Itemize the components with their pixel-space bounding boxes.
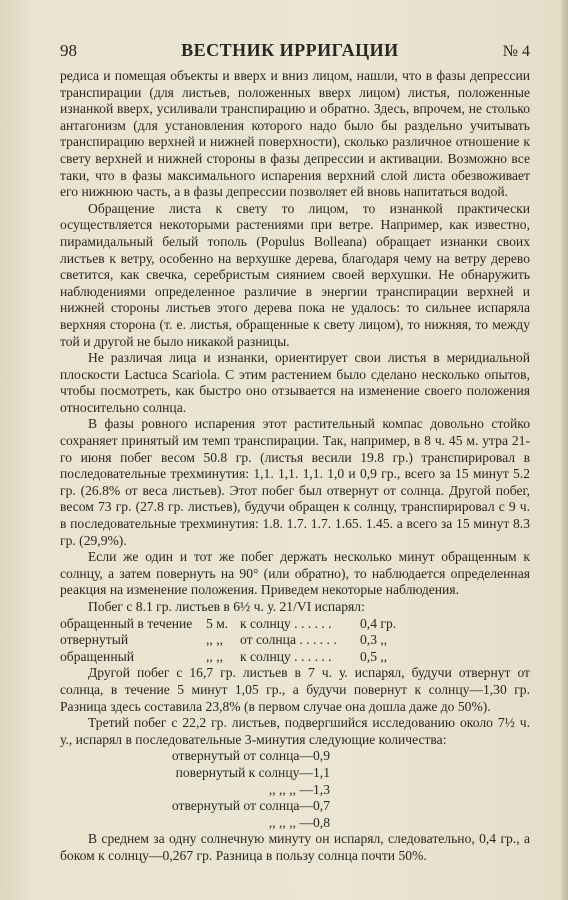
table-row [60, 649, 530, 666]
page-edge [561, 0, 568, 900]
paragraph: редиса и помещая объекты и вверх и вниз лицом, нашли, что в фазы депрессии транспирации (для листьев, положенных вверх лицом) листья, положенные изнанкой вверх, усиливали транспирацию и обратно. Здесь, впрочем, не столько антагонизм (для установления которого надо было бы раздельно учитывать транспирацию верхней и нижней поверхности), сколько различное отношение к свету верхней и нижней стороны в фазы депрессии и активации. Возможно все таки, что в фазы максимального испарения верхний слой листа обезвоживает его нижнюю часть, а в фазы депрессии позволяет ей вновь напитаться водой. [60, 68, 530, 200]
table-cell: обращенный в течение [60, 615, 193, 631]
table-cell: 0,3 ,, [360, 632, 388, 648]
list-item: ,, ,, ,, —0,8 [268, 814, 330, 830]
page-number: 98 [60, 41, 77, 60]
table-cell: 0,5 ,, [360, 648, 388, 664]
list-item: отвернутый от солнца—0,7 [171, 798, 330, 814]
paragraph: Побег с 8.1 гр. листьев в 6½ ч. у. 21/VI испарял: [88, 599, 365, 614]
table-cell: к солнцу . . . . . . [240, 648, 332, 664]
table-cell: 0,4 гр. [360, 615, 397, 631]
journal-title: ВЕСТНИК ИРРИГАЦИИ [181, 40, 399, 60]
paragraph: В фазы ровного испарения этот растительный компас довольно стойко сохраняет принятый им темп транспирации. Так, например, в 8 ч. 45 м. утра 21-го июня побег весом 50.8 гр. (листья весили 19.8 гр.) транспирировал в последовательные трехминутия: 1,1. 1,1. 1,1. 1,0 и 0,9 гр., всего за 15 минут 5.2 гр. (26.8% от веса листьев). Этот побег был отвернут от солнца. Другой побег, весом 73 гр. (27.8 гр. листьев), будучи обращен к солнцу, транспирировал с 9 ч. в последовательные трехминутия: 1.8. 1.7. 1.7. 1.65. 1.45. а всего за 15 минут 8.3 гр. (29,9%). [60, 416, 530, 548]
table-cell: отвернутый [60, 632, 129, 648]
paragraph: Если же один и тот же побег держать несколько минут обращенным к солнцу, а затем повернуть на 90° (или обратно), то наблюдается определенная реакция на изменение положения. Приведем некоторые наблюдения. [60, 549, 530, 598]
paragraph: Не различая лица и изнанки, ориентирует свои листья в меридиальной плоскости Lactuca Scariola. С этим растением было сделано несколько опытов, чтобы посмотреть, как быстро оно отзывается на изменение своего положения относительно солнца. [60, 350, 530, 415]
table-cell: к солнцу . . . . . . [240, 615, 332, 631]
paragraph: В среднем за одну солнечную минуту он испарял, следовательно, 0,4 гр., а боком к солнцу—0,267 гр. Разница в пользу солнца почти 50%. [60, 831, 530, 863]
table-cell: ,, ,, [206, 632, 223, 648]
page-header [60, 40, 530, 66]
table-cell: ,, ,, [206, 648, 223, 664]
table-row [60, 616, 530, 633]
list-item: повернутый к солнцу—1,1 [175, 764, 330, 780]
table-cell: обращенный [60, 648, 135, 664]
table-cell: от солнца . . . . . . [240, 632, 337, 648]
measurement-list [60, 748, 330, 831]
list-item: ,, ,, ,, —1,3 [268, 781, 330, 797]
article-body [60, 68, 530, 865]
table-row [60, 632, 530, 649]
paragraph: Третий побег с 22,2 гр. листьев, подвергшийся исследованию около 7½ ч. у., испарял в последовательные 3-минутия следующие количества: [60, 715, 530, 747]
table-cell: 5 м. [206, 615, 229, 631]
issue-number: № 4 [502, 43, 530, 60]
list-item: отвернутый от солнца—0,9 [171, 748, 330, 764]
paragraph: Другой побег с 16,7 гр. листьев в 7 ч. у. испарял, будучи отвернут от солнца, в течение 5 минут 1,05 гр., а будучи повернут к солнцу—1,30 гр. Разница здесь составила 23,8% (в первом случае она дошла даже до 50%). [60, 665, 530, 714]
paragraph: Обращение листа к свету то лицом, то изнанкой практически осуществляется некоторыми растениями при ветре. Например, как известно, пирамидальный белый тополь (Populus Bolleana) обращает изнанки своих листьев к ветру, особенно на верхушке дерева, благодаря чему на ветру дерево светится, как свечка, серебристым сиянием своей верхушки. Не обнаружить наблюдениями определенное различие в энергии транспирации верхней и нижней стороны листьев этого дерева пока не удалось: то сильнее испаряла верхняя сторона (т. е. листья, обращенные к свету лицом), то нижняя, то между той и другой не было никакой разницы. [60, 200, 530, 349]
transpiration-table [60, 616, 530, 666]
